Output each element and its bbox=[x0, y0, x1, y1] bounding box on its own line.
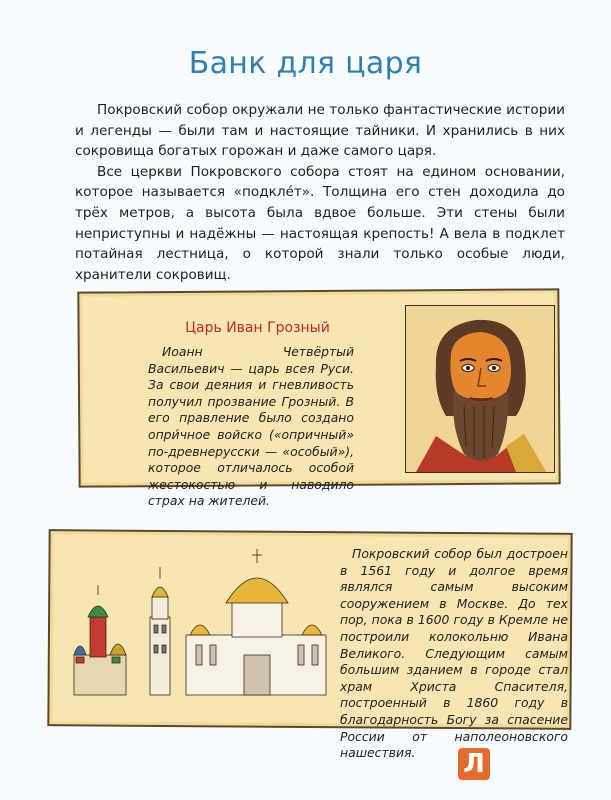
box-text-ivan: Иоанн Четвёртый Васильевич — царь всея Руси. За свои деяния и гневливость получил прозвание Грозный. В его правление было создано опри́чное войско («опричный» по-древнерусски — «особый»), которое отличалось особой жестокостью и наводило страх на жителей. bbox=[148, 344, 354, 509]
box-text-cathedral: Покровский собор был достроен в 1561 году и долгое время являлся самым высоким сооружением в Москве. До тех пор, пока в 1600 году в Кремле не построили колокольню Ивана Великого. Следующим самым большим зданием в городе стал храм Христа Спасителя, построенный в 1860 году в благодарность Богу за спасение России от наполеоновского нашествия. bbox=[340, 546, 568, 761]
churches-illustration bbox=[68, 545, 334, 705]
st-basils-cathedral-drawing bbox=[74, 585, 126, 695]
intro-paragraph-1: Покровский собор окружали не только фантастические истории и легенды — были там и настоящие тайники. И хранились в них сокровища богатых горожан и даже самого царя. bbox=[75, 102, 565, 160]
page-title: Банк для царя bbox=[188, 46, 423, 81]
bell-tower-drawing bbox=[150, 567, 170, 695]
publisher-logo-watermark: Л bbox=[458, 748, 490, 780]
ivan-portrait-illustration bbox=[405, 305, 555, 473]
intro-paragraph-2: Все церкви Покровского собора стоят на едином основании, которое называется «подкле́т». Толщина его стен доходила до трёх метров, а высота была вдвое больше. Эти стены были неприступны и надёжны — настоящая крепость! А вела в подклет потайная лестница, о которой знали только особые люди, хранители сокровищ. bbox=[75, 163, 565, 283]
intro-text bbox=[75, 100, 565, 285]
box-title-ivan: Царь Иван Грозный bbox=[185, 320, 330, 336]
christ-the-saviour-drawing bbox=[186, 549, 326, 695]
